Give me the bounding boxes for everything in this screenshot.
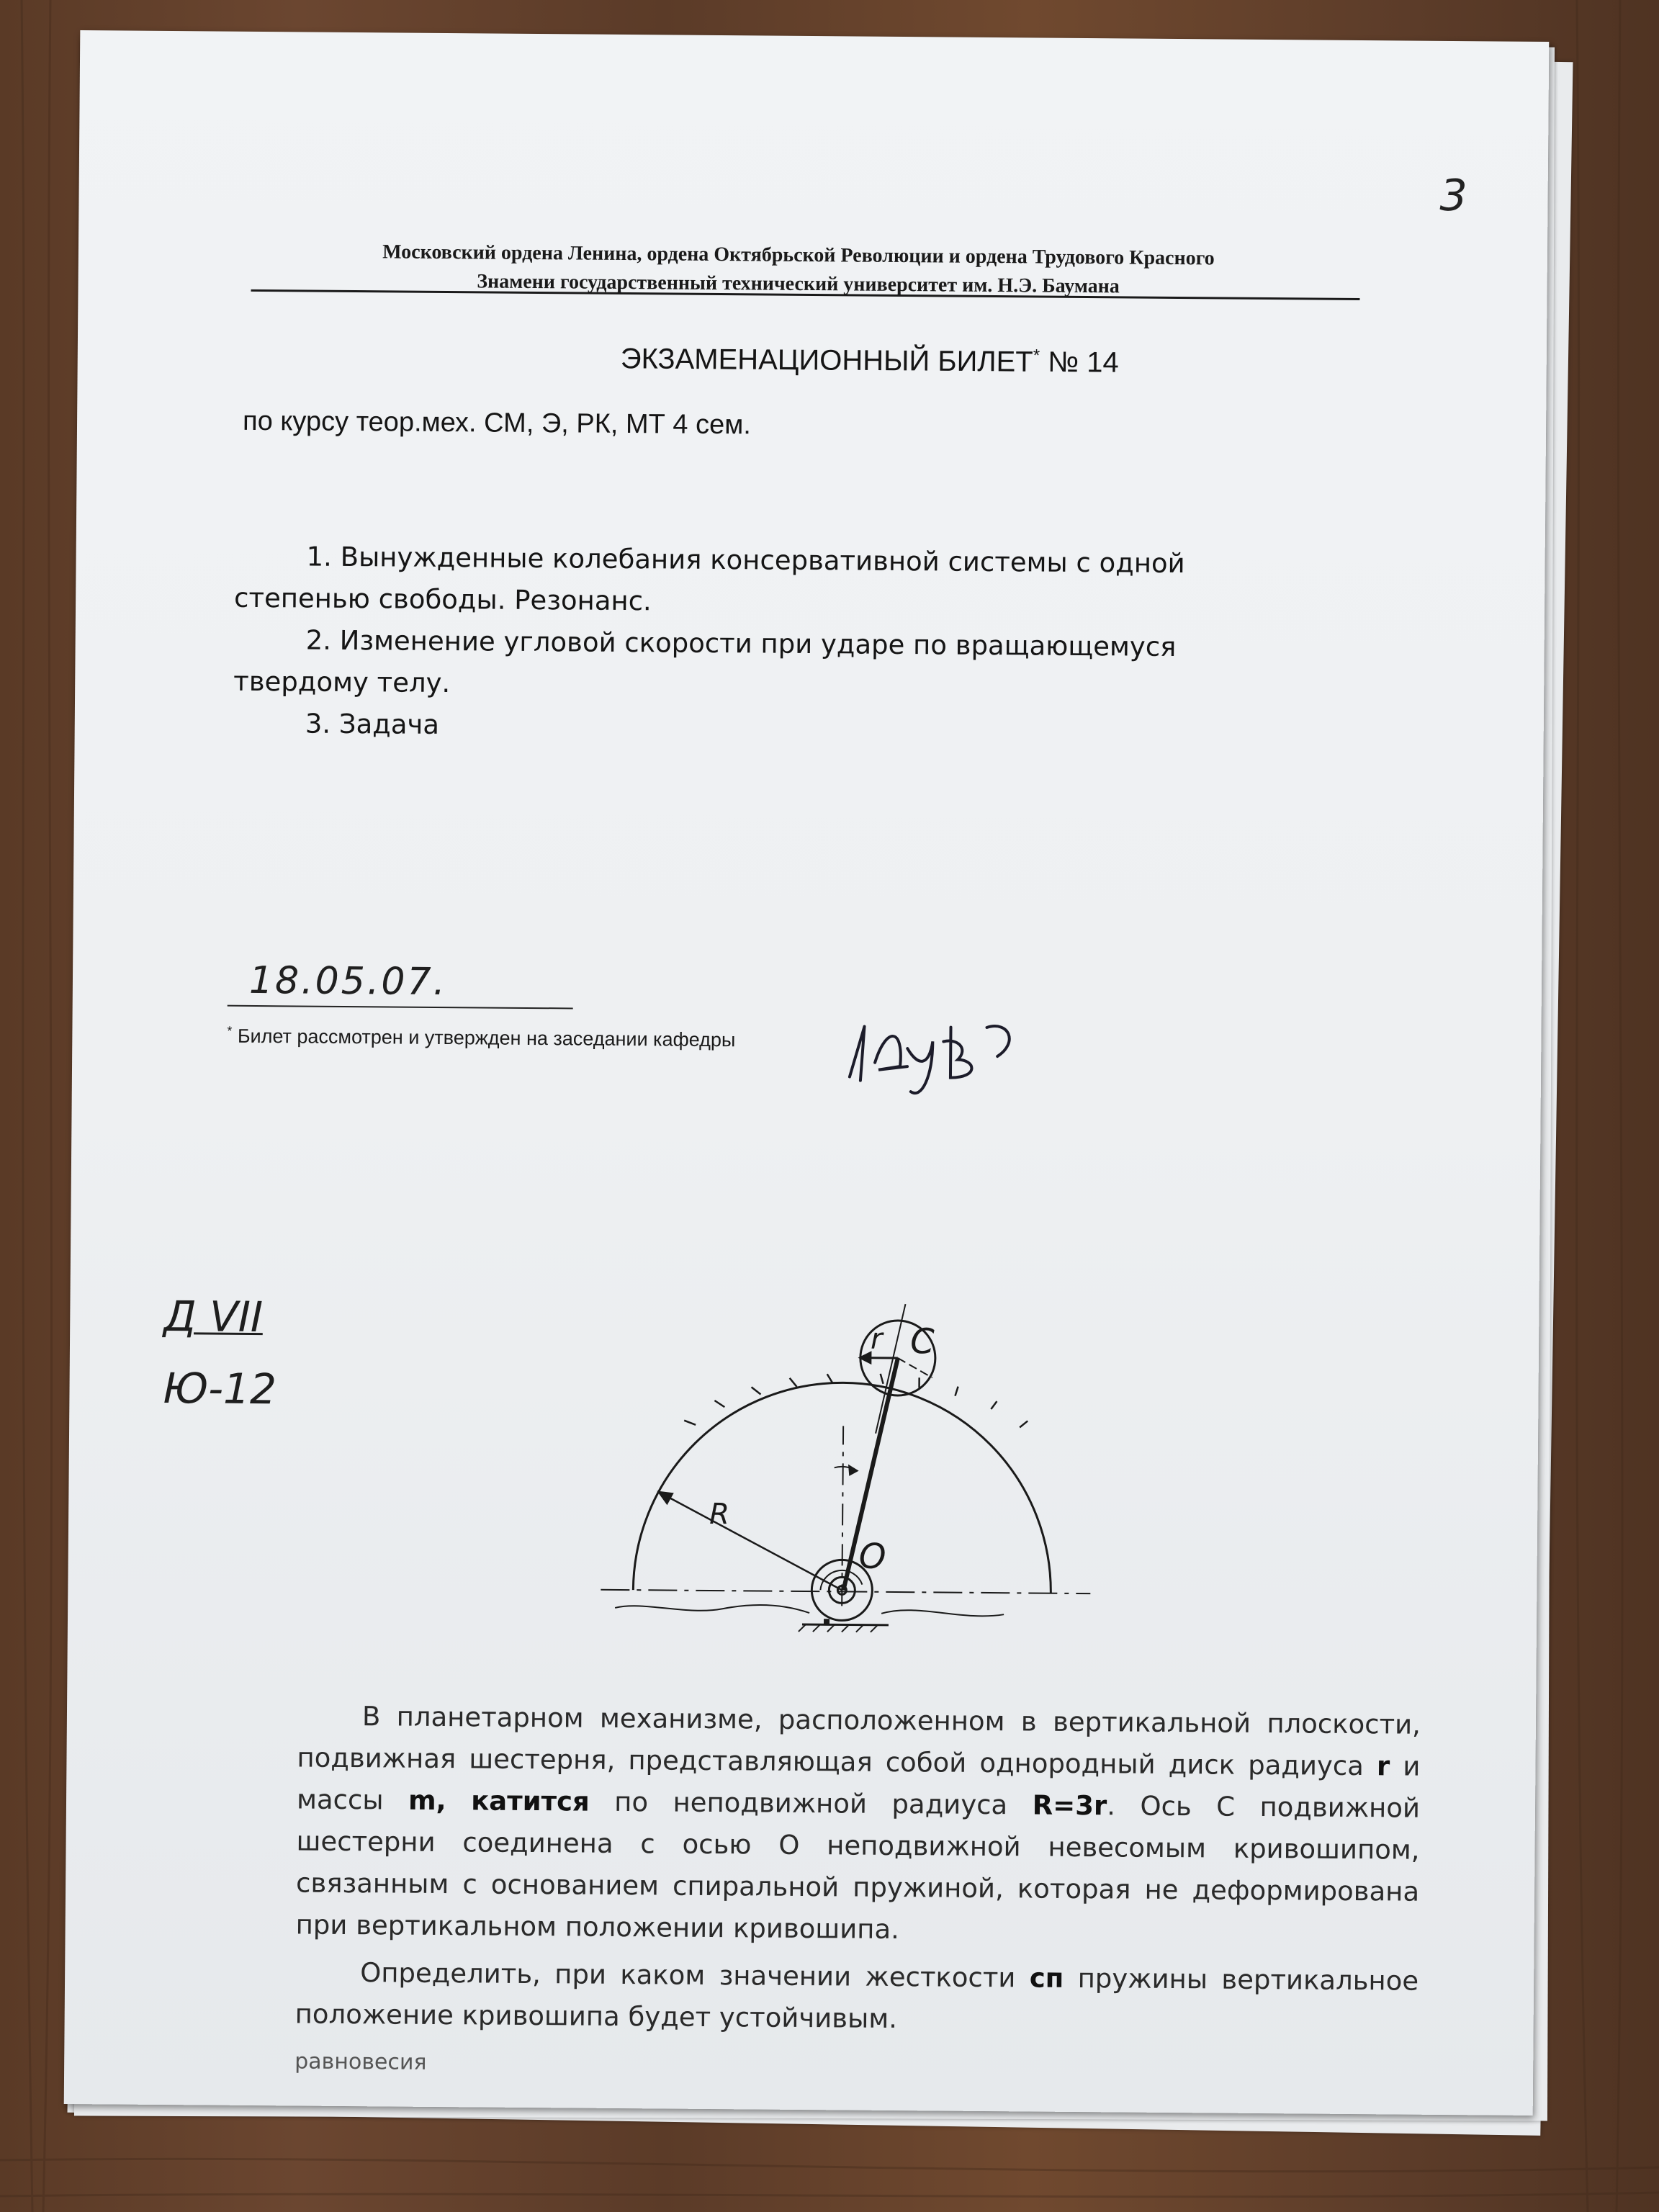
signature: [835, 997, 1052, 1100]
var-cn: cп: [1029, 1962, 1064, 1994]
ticket-number: № 14: [1047, 346, 1119, 379]
label-O: O: [858, 1536, 886, 1577]
radius-R-arrow: [658, 1492, 842, 1590]
problem-paragraph-1: [295, 1695, 1421, 1954]
rolls-word: катится: [471, 1785, 590, 1817]
ticket-title: [438, 341, 1302, 381]
approval-asterisk: *: [227, 1023, 233, 1038]
handwritten-note-line1: Д VII: [163, 1292, 264, 1342]
question-first-line: 3. Задача: [305, 708, 440, 740]
exam-ticket-paper: [64, 30, 1550, 2116]
questions-list: [233, 536, 1358, 753]
question-item: [234, 536, 1358, 628]
ground-line: [802, 1624, 889, 1625]
problem-paragraph-2: [295, 1951, 1419, 2044]
question-item: [233, 619, 1357, 711]
label-C: C: [909, 1321, 935, 1362]
question-rest: степенью свободы. Резонанс.: [233, 582, 652, 617]
var-r: r: [1376, 1750, 1390, 1782]
var-m: m,: [408, 1784, 446, 1817]
approval-date: 18.05.07.: [248, 958, 448, 1004]
vertical-axis: [842, 1426, 843, 1606]
university-header-line1: Московский ордена Ленина, ордена Октябрьской Революции и ордена Трудового Красного: [382, 240, 1215, 270]
approval-text: [227, 1024, 735, 1052]
label-r: r: [870, 1322, 883, 1356]
label-R: R: [709, 1497, 730, 1532]
problem-text: В планетарном механизме, расположенном в вертикальной плоскости, подвижная шестерня, представляющая собой однородный диск радиуса: [297, 1701, 1421, 1782]
problem-tail: равновесия: [295, 2049, 427, 2075]
date-underline: [228, 1005, 573, 1010]
problem-text: и массы: [296, 1750, 1421, 1816]
ticket-title-text: ЭКЗАМЕНАЦИОННЫЙ БИЛЕТ: [620, 343, 1033, 378]
question-item: [233, 703, 1357, 753]
base-wavy-right: [881, 1610, 1004, 1617]
base-marker: [824, 1619, 830, 1624]
course-line: по курсу теор.мех. СМ, Э, РК, МТ 4 сем.: [242, 405, 752, 441]
handwritten-note: [163, 1280, 277, 1425]
problem-text: по неподвижной радиуса: [589, 1786, 1033, 1821]
var-R3r: R=3r: [1032, 1789, 1107, 1822]
page-number: 3: [1439, 170, 1468, 222]
question-first-line: 1. Вынужденные колебания консервативной системы с одной: [306, 541, 1185, 580]
handwritten-note-line2: Ю-12: [163, 1363, 277, 1414]
approval-statement: Билет рассмотрен и утвержден на заседании кафедры: [237, 1025, 736, 1051]
problem-text: Определить, при каком значении жесткости: [359, 1957, 1030, 1994]
university-header-line2: Знамени государственный технический университет им. Н.Э. Баумана: [477, 270, 1120, 298]
gear-hatching: [684, 1372, 1028, 1428]
problem-statement: [295, 1695, 1421, 2097]
question-rest: твердому телу.: [233, 665, 451, 699]
base-wavy-left: [615, 1604, 809, 1613]
question-first-line: 2. Изменение угловой скорости при ударе по вращающемуся: [305, 624, 1177, 663]
ticket-title-asterisk: *: [1033, 346, 1040, 366]
planetary-mechanism-figure: [513, 1186, 1165, 1681]
problem-text: . Ось С подвижной шестерни соединена с осью О неподвижной невесомым кривошипом, связанным с основанием спиральной пружиной, которая не деформирована при вертикальном положении кривошипа.: [295, 1790, 1421, 1946]
problem-text: пружины вертикальное положение кривошипа будет устойчивым.: [295, 1962, 1419, 2035]
